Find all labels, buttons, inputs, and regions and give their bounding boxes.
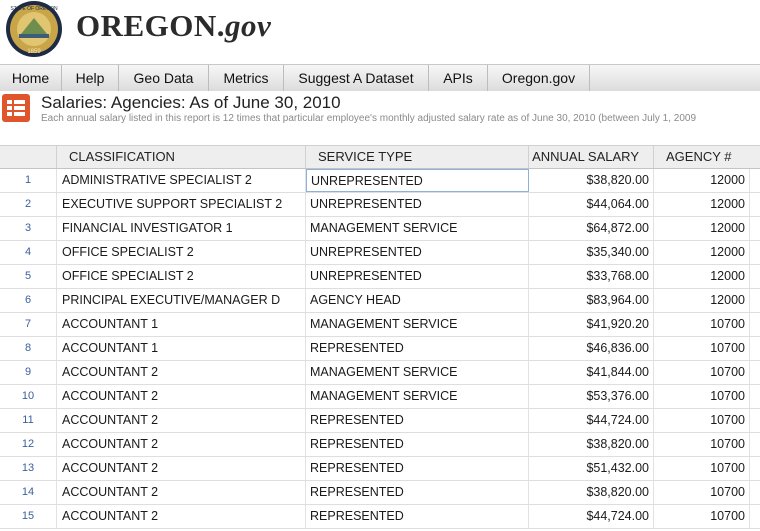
annual-salary-cell[interactable]: $51,432.00 — [529, 457, 654, 480]
agency-cell[interactable]: 12000 — [654, 169, 750, 192]
classification-cell[interactable]: ACCOUNTANT 2 — [57, 481, 306, 504]
service-type-cell[interactable]: UNREPRESENTED — [306, 193, 529, 216]
agency-cell[interactable]: 12000 — [654, 217, 750, 240]
classification-cell[interactable]: FINANCIAL INVESTIGATOR 1 — [57, 217, 306, 240]
row-number-header — [0, 146, 57, 168]
table-row[interactable] — [0, 193, 760, 217]
table-row[interactable] — [0, 457, 760, 481]
table-row[interactable] — [0, 409, 760, 433]
column-header-agency[interactable]: AGENCY # — [666, 149, 732, 164]
annual-salary-cell[interactable]: $44,064.00 — [529, 193, 654, 216]
agency-cell[interactable]: 10700 — [654, 337, 750, 360]
agency-cell[interactable]: 10700 — [654, 457, 750, 480]
row-number[interactable]: 8 — [0, 337, 57, 360]
column-header-classification[interactable]: CLASSIFICATION — [57, 146, 306, 168]
nav-oregon-gov[interactable]: Oregon.gov — [488, 65, 590, 91]
table-row[interactable] — [0, 337, 760, 361]
classification-cell[interactable]: ACCOUNTANT 2 — [57, 361, 306, 384]
annual-salary-cell[interactable]: $38,820.00 — [529, 481, 654, 504]
classification-cell[interactable]: ADMINISTRATIVE SPECIALIST 2 — [57, 169, 306, 192]
service-type-cell[interactable]: REPRESENTED — [306, 505, 529, 528]
row-number[interactable]: 11 — [0, 409, 57, 432]
annual-salary-cell[interactable]: $41,844.00 — [529, 361, 654, 384]
site-title[interactable]: OREGON.gov — [76, 8, 272, 43]
classification-cell[interactable]: ACCOUNTANT 1 — [57, 337, 306, 360]
service-type-cell[interactable]: REPRESENTED — [306, 481, 529, 504]
oregon-seal-logo[interactable] — [3, 0, 65, 58]
column-header-service-type[interactable]: SERVICE TYPE — [306, 146, 529, 168]
svg-text:STATE OF OREGON: STATE OF OREGON — [10, 6, 58, 12]
grid-header-row — [0, 145, 760, 169]
table-row[interactable] — [0, 241, 760, 265]
row-number[interactable]: 4 — [0, 241, 57, 264]
table-row[interactable] — [0, 433, 760, 457]
classification-cell[interactable]: ACCOUNTANT 2 — [57, 433, 306, 456]
service-type-cell[interactable]: REPRESENTED — [306, 457, 529, 480]
agency-cell[interactable]: 10700 — [654, 505, 750, 528]
classification-cell[interactable]: EXECUTIVE SUPPORT SPECIALIST 2 — [57, 193, 306, 216]
classification-cell[interactable]: PRINCIPAL EXECUTIVE/MANAGER D — [57, 289, 306, 312]
row-number[interactable]: 3 — [0, 217, 57, 240]
nav-help[interactable]: Help — [62, 65, 119, 91]
service-type-cell[interactable]: UNREPRESENTED — [306, 241, 529, 264]
row-number[interactable]: 7 — [0, 313, 57, 336]
service-type-cell[interactable]: REPRESENTED — [306, 337, 529, 360]
table-row[interactable] — [0, 505, 760, 529]
annual-salary-cell[interactable]: $83,964.00 — [529, 289, 654, 312]
agency-cell[interactable]: 12000 — [654, 265, 750, 288]
service-type-cell[interactable]: UNREPRESENTED — [306, 169, 529, 192]
annual-salary-cell[interactable]: $44,724.00 — [529, 409, 654, 432]
classification-cell[interactable]: ACCOUNTANT 2 — [57, 385, 306, 408]
row-number[interactable]: 1 — [0, 169, 57, 192]
dataset-header — [0, 91, 760, 135]
agency-cell[interactable]: 10700 — [654, 385, 750, 408]
agency-cell[interactable]: 10700 — [654, 313, 750, 336]
row-number[interactable]: 15 — [0, 505, 57, 528]
row-number[interactable]: 5 — [0, 265, 57, 288]
annual-salary-cell[interactable]: $46,836.00 — [529, 337, 654, 360]
nav-home[interactable]: Home — [0, 65, 62, 91]
classification-cell[interactable]: OFFICE SPECIALIST 2 — [57, 265, 306, 288]
row-number[interactable]: 9 — [0, 361, 57, 384]
annual-salary-cell[interactable]: $33,768.00 — [529, 265, 654, 288]
row-number[interactable]: 6 — [0, 289, 57, 312]
agency-cell[interactable]: 12000 — [654, 289, 750, 312]
row-number[interactable]: 14 — [0, 481, 57, 504]
table-row[interactable] — [0, 385, 760, 409]
table-row[interactable] — [0, 361, 760, 385]
row-number[interactable]: 2 — [0, 193, 57, 216]
service-type-cell[interactable]: MANAGEMENT SERVICE — [306, 385, 529, 408]
annual-salary-cell[interactable]: $38,820.00 — [529, 433, 654, 456]
annual-salary-cell[interactable]: $35,340.00 — [529, 241, 654, 264]
annual-salary-cell[interactable]: $64,872.00 — [529, 217, 654, 240]
nav-metrics[interactable]: Metrics — [209, 65, 284, 91]
service-type-cell[interactable]: REPRESENTED — [306, 409, 529, 432]
agency-cell[interactable]: 12000 — [654, 241, 750, 264]
service-type-cell[interactable]: MANAGEMENT SERVICE — [306, 313, 529, 336]
agency-cell[interactable]: 12000 — [654, 193, 750, 216]
table-row[interactable] — [0, 481, 760, 505]
classification-cell[interactable]: ACCOUNTANT 2 — [57, 409, 306, 432]
classification-cell[interactable]: ACCOUNTANT 1 — [57, 313, 306, 336]
table-row[interactable] — [0, 265, 760, 289]
dataset-description: Each annual salary listed in this report is 12 times that particular employee's monthly adjusted salary rate as of June 30, 2010 (between July 1, 2009 — [41, 113, 697, 124]
annual-salary-cell[interactable]: $53,376.00 — [529, 385, 654, 408]
agency-cell[interactable]: 10700 — [654, 481, 750, 504]
nav-geo-data[interactable]: Geo Data — [119, 65, 209, 91]
classification-cell[interactable]: OFFICE SPECIALIST 2 — [57, 241, 306, 264]
service-type-cell[interactable]: AGENCY HEAD — [306, 289, 529, 312]
classification-cell[interactable]: ACCOUNTANT 2 — [57, 505, 306, 528]
svg-text:1859: 1859 — [27, 49, 41, 55]
main-nav — [0, 64, 760, 92]
annual-salary-cell[interactable]: $38,820.00 — [529, 169, 654, 192]
agency-cell[interactable]: 10700 — [654, 409, 750, 432]
site-header — [0, 0, 760, 64]
service-type-cell[interactable]: REPRESENTED — [306, 433, 529, 456]
service-type-cell[interactable]: UNREPRESENTED — [306, 265, 529, 288]
nav-suggest-dataset[interactable]: Suggest A Dataset — [284, 65, 429, 91]
row-number[interactable]: 10 — [0, 385, 57, 408]
row-number[interactable]: 13 — [0, 457, 57, 480]
classification-cell[interactable]: ACCOUNTANT 2 — [57, 457, 306, 480]
table-row[interactable] — [0, 169, 760, 193]
agency-cell[interactable]: 10700 — [654, 361, 750, 384]
service-type-cell[interactable]: MANAGEMENT SERVICE — [306, 217, 529, 240]
row-number[interactable]: 12 — [0, 433, 57, 456]
column-header-annual-salary[interactable]: ANNUAL SALARY — [529, 146, 654, 168]
table-row[interactable] — [0, 313, 760, 337]
annual-salary-cell[interactable]: $41,920.20 — [529, 313, 654, 336]
table-row[interactable] — [0, 217, 760, 241]
service-type-cell[interactable]: MANAGEMENT SERVICE — [306, 361, 529, 384]
nav-apis[interactable]: APIs — [429, 65, 488, 91]
dataset-title: Salaries: Agencies: As of June 30, 2010 — [41, 93, 341, 112]
dataset-table-icon — [2, 94, 30, 122]
table-row[interactable] — [0, 289, 760, 313]
agency-cell[interactable]: 10700 — [654, 433, 750, 456]
annual-salary-cell[interactable]: $44,724.00 — [529, 505, 654, 528]
